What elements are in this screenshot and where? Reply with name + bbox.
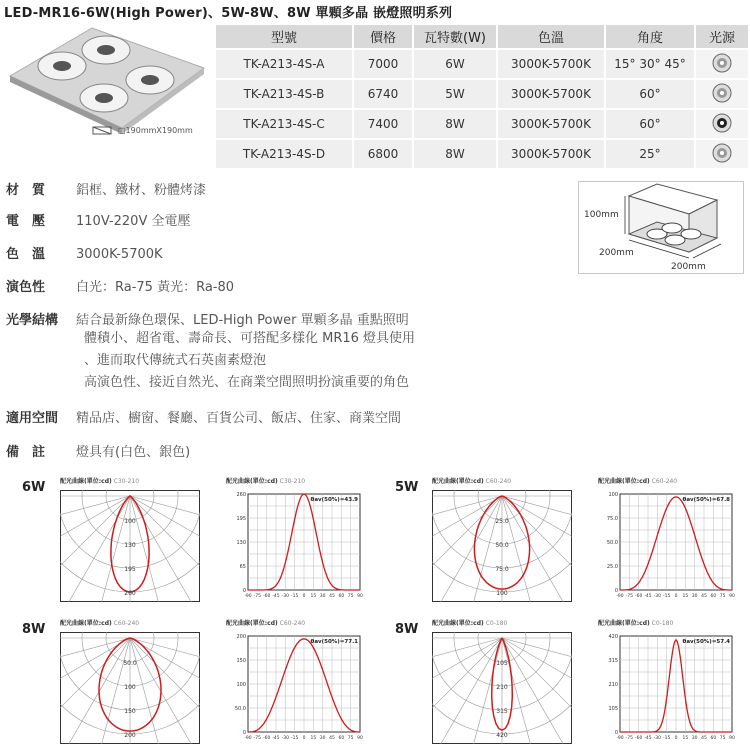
attr-optics: 光學結構 結合最新綠色環保、LED-High Power 單顆多晶 重點照明 <box>6 313 409 328</box>
rect-y-tick: 50.0 <box>234 706 246 712</box>
rect-y-tick: 65 <box>239 564 246 570</box>
polar-tick-label: 420 <box>496 732 508 739</box>
rect-x-tick: -90 <box>616 736 624 741</box>
rect-y-tick: 25.0 <box>606 564 618 570</box>
rect-x-tick: -30 <box>653 594 662 599</box>
table-cell: 6740 <box>354 80 412 108</box>
rect-chart <box>226 490 366 602</box>
rect-x-tick: -30 <box>653 736 662 741</box>
col-cct: 色溫 <box>498 25 604 48</box>
col-model: 型號 <box>216 25 352 48</box>
table-cell: 60° <box>606 110 694 138</box>
table-cell: 3000K-5700K <box>498 80 604 108</box>
polar-tick-label: 105 <box>496 660 508 667</box>
rect-chart <box>598 632 738 744</box>
rect-x-tick: -75 <box>253 736 262 741</box>
rect-x-tick: 15 <box>682 594 689 599</box>
rect-x-tick: 15 <box>310 594 317 599</box>
rect-y-tick: 260 <box>236 492 246 498</box>
dim-width: 200mm <box>599 248 634 258</box>
rect-x-tick: 0 <box>302 594 306 599</box>
rect-x-tick: -15 <box>290 594 299 599</box>
table-cell: 15° 30° 45° <box>606 50 694 78</box>
beam-angle-label: θav(50%)=43.9 <box>310 497 358 503</box>
rect-x-tick: 45 <box>329 594 335 599</box>
col-watt: 瓦特數(W) <box>414 25 496 48</box>
rect-x-tick: -60 <box>262 736 271 741</box>
table-cell: 25° <box>606 140 694 168</box>
rect-x-tick: 60 <box>710 736 717 741</box>
chart-label-8w-a: 8W <box>22 622 46 637</box>
table-cell: 3000K-5700K <box>498 50 604 78</box>
table-cell: 6W <box>414 50 496 78</box>
product-photo <box>4 24 210 136</box>
rect-x-tick: 75 <box>347 594 354 599</box>
polar-tick-label: 130 <box>124 542 136 549</box>
table-cell: TK-A213-4S-A <box>216 50 352 78</box>
polar-tick-label: 150 <box>124 708 136 715</box>
polar-tick-label: 210 <box>496 684 508 691</box>
chart-label-8w-b: 8W <box>395 622 419 637</box>
attr-remark: 備 註 燈具有(白色、銀色) <box>6 445 191 460</box>
table-cell: 7400 <box>354 110 412 138</box>
rect-x-tick: 75 <box>719 594 726 599</box>
rect-chart <box>598 490 738 602</box>
led-bulb-icon <box>696 140 748 168</box>
rect-y-tick: 100 <box>236 682 246 688</box>
polar-tick-label: 50.0 <box>495 542 509 549</box>
rect-x-tick: 30 <box>319 736 326 741</box>
rect-y-tick: 50.0 <box>606 540 618 546</box>
rect-y-tick: 0 <box>242 730 246 736</box>
attr-cri: 演色性 白光：Ra-75 黃光：Ra-80 <box>6 280 235 295</box>
rect-x-tick: -60 <box>634 594 643 599</box>
rect-x-tick: -30 <box>281 736 290 741</box>
rect-y-tick: 200 <box>236 634 246 640</box>
rect-x-tick: 90 <box>729 736 735 741</box>
rect-chart-caption: 配光曲線(單位:cd) C60-240 <box>598 478 678 485</box>
polar-tick-label: 200 <box>124 732 136 739</box>
rect-x-tick: 75 <box>719 736 726 741</box>
table-row <box>216 80 748 108</box>
table-cell: 6800 <box>354 140 412 168</box>
col-price: 價格 <box>354 25 412 48</box>
polar-tick-label: 315 <box>496 708 508 715</box>
table-cell: 8W <box>414 140 496 168</box>
rect-x-tick: 0 <box>674 594 678 599</box>
rect-x-tick: -90 <box>244 736 252 741</box>
polar-chart <box>432 490 572 602</box>
size-note: □190mmX190mm <box>92 126 193 135</box>
rect-y-tick: 420 <box>608 634 618 640</box>
chart-label-5w: 5W <box>395 480 419 495</box>
attr-voltage: 電 壓 110V-220V 全電壓 <box>6 214 191 229</box>
polar-chart <box>432 632 572 744</box>
polar-tick-label: 25.0 <box>495 518 509 525</box>
polar-tick-label: 75.0 <box>495 566 509 573</box>
table-cell: 8W <box>414 110 496 138</box>
rect-x-tick: 60 <box>338 736 345 741</box>
rect-y-tick: 0 <box>614 588 618 594</box>
beam-angle-label: θav(50%)=77.1 <box>310 639 358 645</box>
led-bulb-icon <box>696 80 748 108</box>
rect-x-tick: 15 <box>682 736 689 741</box>
rect-y-tick: 0 <box>614 730 618 736</box>
rect-x-tick: 30 <box>691 736 698 741</box>
rect-x-tick: -45 <box>272 736 280 741</box>
rect-x-tick: 60 <box>338 594 345 599</box>
rect-x-tick: 0 <box>302 736 306 741</box>
beam-angle-label: θav(50%)=67.8 <box>682 497 730 503</box>
polar-chart <box>60 632 200 744</box>
rect-y-tick: 0 <box>242 588 246 594</box>
rect-x-tick: 30 <box>319 594 326 599</box>
rect-y-tick: 105 <box>608 706 618 712</box>
attr-spaces: 適用空間 精品店、櫥窗、餐廳、百貨公司、飯店、住家、商業空間 <box>6 411 402 426</box>
col-angle: 角度 <box>606 25 694 48</box>
rect-x-tick: 45 <box>701 594 707 599</box>
rect-x-tick: 90 <box>729 594 735 599</box>
optics-desc: 體積小、超省電、壽命長、可搭配多樣化 MR16 燈具使用 、進而取代傳統式石英鹵素燈泡 高演色性、接近自然光、在商業空間照明扮演重要的角色 <box>84 331 416 390</box>
table-row <box>216 110 748 138</box>
polar-chart <box>60 490 200 602</box>
rect-x-tick: -75 <box>625 594 634 599</box>
rect-x-tick: -45 <box>644 594 652 599</box>
table-cell: 3000K-5700K <box>498 110 604 138</box>
polar-chart-caption: 配光曲線(單位:cd) C30-210 <box>60 478 140 485</box>
col-source: 光源 <box>696 25 748 48</box>
rect-x-tick: -15 <box>662 594 671 599</box>
dim-height: 100mm <box>584 210 619 220</box>
rect-x-tick: 90 <box>357 736 363 741</box>
polar-tick-label: 260 <box>124 590 136 597</box>
rect-x-tick: 45 <box>329 736 335 741</box>
spec-table <box>214 23 750 170</box>
rect-x-tick: -45 <box>272 594 280 599</box>
rect-chart-caption: 配光曲線(單位:cd) C0-180 <box>598 620 674 627</box>
table-cell: 5W <box>414 80 496 108</box>
page-title: LED-MR16-6W(High Power)、5W-8W、8W 單顆多晶 嵌燈照明系列 <box>4 6 453 21</box>
table-cell: 3000K-5700K <box>498 140 604 168</box>
rect-x-tick: 15 <box>310 736 317 741</box>
rect-x-tick: -75 <box>625 736 634 741</box>
attr-material: 材 質 鋁框、鐵材、粉體烤漆 <box>6 183 207 198</box>
dimension-drawing <box>578 181 744 274</box>
rect-y-tick: 75.0 <box>606 516 618 522</box>
chart-label-6w: 6W <box>22 480 46 495</box>
table-row <box>216 50 748 78</box>
rect-x-tick: 30 <box>691 594 698 599</box>
table-cell: TK-A213-4S-D <box>216 140 352 168</box>
rect-x-tick: -90 <box>244 594 252 599</box>
rect-x-tick: -15 <box>290 736 299 741</box>
rect-y-tick: 130 <box>236 540 246 546</box>
rect-chart-caption: 配光曲線(單位:cd) C60-240 <box>226 620 306 627</box>
rect-y-tick: 150 <box>236 658 246 664</box>
rect-x-tick: 0 <box>674 736 678 741</box>
table-cell: TK-A213-4S-B <box>216 80 352 108</box>
polar-tick-label: 100 <box>496 590 508 597</box>
polar-tick-label: 195 <box>124 566 136 573</box>
dim-depth: 200mm <box>671 262 706 272</box>
rect-x-tick: 75 <box>347 736 354 741</box>
table-cell: 7000 <box>354 50 412 78</box>
rect-y-tick: 100 <box>608 492 618 498</box>
polar-chart-caption: 配光曲線(單位:cd) C60-240 <box>60 620 140 627</box>
rect-y-tick: 315 <box>608 658 618 664</box>
table-row <box>216 140 748 168</box>
rect-x-tick: -90 <box>616 594 624 599</box>
table-cell: TK-A213-4S-C <box>216 110 352 138</box>
rect-chart-caption: 配光曲線(單位:cd) C30-210 <box>226 478 306 485</box>
attr-cct: 色 溫 3000K-5700K <box>6 247 163 262</box>
rect-x-tick: -75 <box>253 594 262 599</box>
polar-tick-label: 100 <box>124 684 136 691</box>
rect-x-tick: -60 <box>262 594 271 599</box>
rect-x-tick: -60 <box>634 736 643 741</box>
rect-x-tick: -45 <box>644 736 652 741</box>
led-bulb-icon <box>696 110 748 138</box>
beam-angle-label: θav(50%)=57.4 <box>682 639 730 645</box>
polar-tick-label: 100 <box>124 518 136 525</box>
rect-chart <box>226 632 366 744</box>
rect-y-tick: 210 <box>608 682 618 688</box>
rect-x-tick: 45 <box>701 736 707 741</box>
rect-x-tick: -15 <box>662 736 671 741</box>
rect-x-tick: 90 <box>357 594 363 599</box>
led-bulb-icon <box>696 50 748 78</box>
polar-tick-label: 50.0 <box>123 660 137 667</box>
polar-chart-caption: 配光曲線(單位:cd) C60-240 <box>432 478 512 485</box>
rect-y-tick: 195 <box>236 516 246 522</box>
polar-chart-caption: 配光曲線(單位:cd) C0-180 <box>432 620 508 627</box>
rect-x-tick: -30 <box>281 594 290 599</box>
table-cell: 60° <box>606 80 694 108</box>
rect-x-tick: 60 <box>710 594 717 599</box>
